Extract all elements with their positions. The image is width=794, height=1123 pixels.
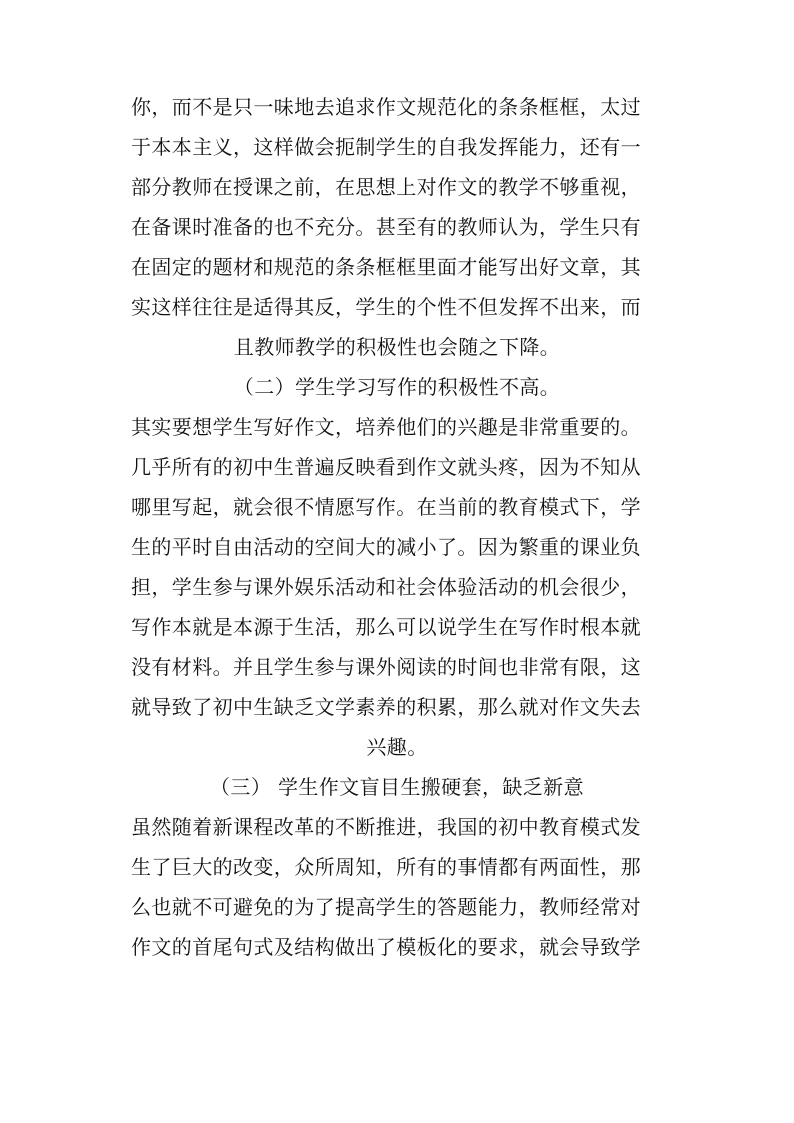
body-text-line: 实这样往往是适得其反，学生的个性不但发挥不出来，而 <box>131 295 641 319</box>
body-text-line: 就导致了初中生缺乏文学素养的积累，那么就对作文失去 <box>131 695 641 719</box>
section-heading: （二）学生学习写作的积极性不高。 <box>233 375 561 399</box>
body-text-line: 虽然随着新课程改革的不断推进，我国的初中教育模式发 <box>131 815 641 839</box>
body-text-line: 在固定的题材和规范的条条框框里面才能写出好文章，其 <box>131 255 641 279</box>
body-text-line: 于本本主义，这样做会扼制学生的自我发挥能力，还有一 <box>131 135 641 159</box>
body-text-line: 其实要想学生写好作文，培养他们的兴趣是非常重要的。 <box>131 415 641 439</box>
body-text-line: 担，学生参与课外娱乐活动和社会体验活动的机会很少， <box>131 575 641 599</box>
body-text-line: 在备课时准备的也不充分。甚至有的教师认为，学生只有 <box>131 215 641 239</box>
section-heading: （三） 学生作文盲目生搬硬套，缺乏新意 <box>210 775 584 799</box>
body-text-line: 部分教师在授课之前，在思想上对作文的教学不够重视， <box>131 175 641 199</box>
body-text-line: 且教师教学的积极性也会随之下降。 <box>233 335 561 359</box>
body-text-line: 你，而不是只一味地去追求作文规范化的条条框框，太过 <box>131 95 641 119</box>
body-text-line: 哪里写起，就会很不情愿写作。在当前的教育模式下，学 <box>131 495 641 519</box>
body-text-line: 兴趣。 <box>366 735 428 759</box>
body-text-line: 生了巨大的改变，众所周知，所有的事情都有两面性，那 <box>131 855 641 879</box>
body-text-line: 作文的首尾句式及结构做出了模板化的要求，就会导致学 <box>131 935 641 959</box>
body-text-line: 么也就不可避免的为了提高学生的答题能力，教师经常对 <box>131 895 641 919</box>
body-text-line: 没有材料。并且学生参与课外阅读的时间也非常有限，这 <box>131 655 641 679</box>
body-text-line: 几乎所有的初中生普遍反映看到作文就头疼，因为不知从 <box>131 455 641 479</box>
body-text-line: 生的平时自由活动的空间大的减小了。因为繁重的课业负 <box>131 535 641 559</box>
body-text-line: 写作本就是本源于生活，那么可以说学生在写作时根本就 <box>131 615 641 639</box>
